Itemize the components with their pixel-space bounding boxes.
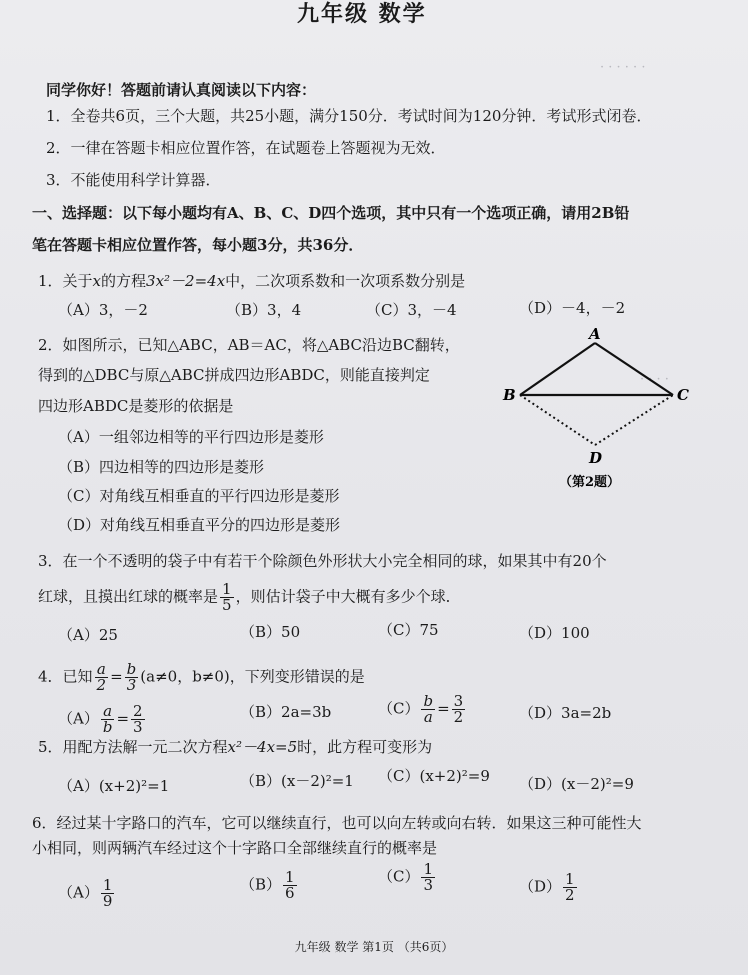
denominator: 5 [222,596,232,614]
q5-equation: x²－4x=5 [227,738,298,756]
q3-option-b: （B）50 [240,623,301,641]
option-label: （A） [58,883,99,902]
fraction [101,704,115,735]
question-1 [38,271,465,291]
equals-sign: = [116,709,130,728]
q1-text: 中，二次项系数和一次项系数分别是 [225,272,466,290]
question-5 [38,737,432,757]
page-title: 九年级 数学 [297,1,427,27]
denominator: 3 [423,876,434,894]
numerator: a [95,662,109,678]
q6-option-b [240,870,299,901]
denominator: 6 [285,884,295,902]
q4-option-c [378,694,467,725]
denominator: a [423,708,433,726]
question-2-line: 2．如图所示，已知△ABC，AB＝AC，将△ABC沿边BC翻转， [38,336,460,354]
segment-bd [520,395,595,445]
q1-option-c: （C）3，－4 [366,301,457,319]
option-label: （C） [378,699,420,718]
denominator: 9 [102,892,113,910]
q6-option-c [378,862,437,893]
rhombus-figure [495,325,720,495]
option-label: （D） [519,877,562,896]
question-3-line: 3．在一个不透明的袋子中有若干个除颜色外形状大小完全相同的球，如果其中有20个 [38,552,607,570]
q4-option-d: （D）3a=2b [519,704,612,722]
figure-caption: （第2题） [559,475,621,490]
fraction [131,704,145,735]
q4-text: 4．已知 [38,667,93,686]
q5-text: 时，此方程可变形为 [297,738,433,756]
label-b: B [503,386,516,404]
q1-equation: 3x²－2=4x [146,272,226,290]
denominator: b [102,718,113,736]
numerator: 3 [453,692,464,710]
numerator: 1 [565,870,575,888]
q3-option-c: （C）75 [378,621,439,639]
q3-option-a: （A）25 [58,626,118,644]
question-2-line: 四边形ABDC是菱形的依据是 [38,397,234,415]
q2-option-b: （B）四边相等的四边形是菱形 [58,458,265,476]
fraction [101,878,115,909]
fraction [283,870,297,901]
fraction [421,862,435,893]
q3-option-d: （D）100 [519,624,590,642]
q5-option-a: （A）(x+2)²=1 [58,777,170,795]
option-label: （A） [58,709,99,728]
label-c: C [677,386,689,404]
notice-item: 2．一律在答题卡相应位置作答，在试题卷上答题视为无效． [46,139,446,157]
segment-ab [520,343,595,395]
notice-header: 同学你好！答题前请认真阅读以下内容： [46,81,317,99]
equals-sign: = [437,699,450,718]
question-3-line2 [38,582,461,613]
denominator: 3 [126,676,137,694]
denominator: 2 [565,886,575,904]
notice-item: 1．全卷共6页，三个大题，共25小题，满分150分．考试时间为120分钟．考试形式闭卷． [46,107,652,125]
q6-option-a [58,878,116,909]
bleed-through-text: · · · · [640,372,669,387]
q4-option-a [58,704,147,735]
bleed-through-text: · · · · · · [600,60,646,75]
q1-text: 1．关于 [38,272,93,290]
numerator: 2 [133,702,143,720]
q1-option-a: （A）3，－2 [58,301,148,319]
question-6-line: 小相同，则两辆汽车经过这个十字路口全部继续直行的概率是 [32,839,438,857]
numerator: b [126,660,137,678]
numerator: b [423,692,434,710]
q3-text: ，则估计袋子中大概有多少个球． [235,587,461,606]
segment-ac [595,343,673,395]
q5-text: 5．用配方法解一元二次方程 [38,738,228,756]
numerator: 1 [102,876,113,894]
fraction [452,694,466,725]
q5-option-d: （D）(x－2)²=9 [519,775,634,793]
q2-option-d: （D）对角线互相垂直平分的四边形是菱形 [58,516,341,534]
label-d: D [589,449,603,467]
q2-option-a: （A）一组邻边相等的平行四边形是菱形 [58,428,324,446]
label-a: A [589,325,601,343]
option-label: （C） [378,867,420,886]
denominator: 2 [453,708,464,726]
question-4 [38,662,365,693]
section-heading-cont: 笔在答题卡相应位置作答，每小题3分，共36分． [32,236,364,254]
equals-sign: = [110,667,123,686]
numerator: 1 [222,580,232,598]
q1-option-b: （B）3，4 [226,301,302,319]
numerator: 1 [285,868,295,886]
q1-text: 的方程 [101,272,147,290]
q4-condition: (a≠0，b≠0)，下列变形错误的是 [140,667,365,686]
segment-cd [595,395,673,445]
question-6-line: 6．经过某十字路口的汽车，它可以继续直行，也可以向左转或向右转．如果这三种可能性大 [32,814,642,832]
q3-fraction [220,582,234,613]
page-footer: 九年级 数学 第1页 （共6页） [294,940,454,954]
q4-fraction-a [95,662,109,693]
q1-var: x [92,272,102,290]
notice-item: 3．不能使用科学计算器． [46,171,221,189]
q5-option-c: （C）(x+2)²=9 [378,767,490,785]
question-2-line: 得到的△DBC与原△ABC拼成四边形ABDC，则能直接判定 [38,366,430,384]
fraction [563,872,577,903]
q4-fraction-b [125,662,139,693]
section-heading: 一、选择题：以下每小题均有A、B、C、D四个选项，其中只有一个选项正确，请用2B铅 [32,204,630,222]
q1-option-d: （D）－4，－2 [519,299,626,317]
denominator: 2 [96,676,107,694]
numerator: a [101,704,115,720]
q4-option-b: （B）2a=3b [240,703,332,721]
option-label: （B） [240,875,282,894]
numerator: 1 [423,860,434,878]
denominator: 3 [133,718,143,736]
fraction [421,694,435,725]
q6-option-d [519,872,579,903]
q5-option-b: （B）(x－2)²=1 [240,772,354,790]
q2-option-c: （C）对角线互相垂直的平行四边形是菱形 [58,487,340,505]
q3-text: 红球，且摸出红球的概率是 [38,587,219,606]
